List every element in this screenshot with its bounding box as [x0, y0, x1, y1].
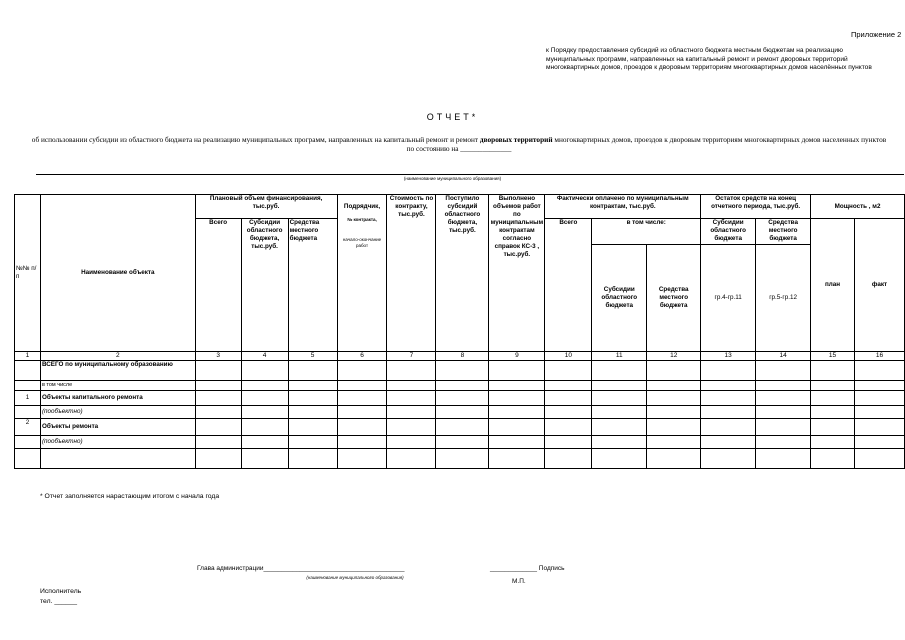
header-plan: Плановый объем финансирования, тыс.руб.: [195, 195, 337, 219]
header-paid-local: Средства местного бюджета: [647, 245, 701, 352]
municipality-line: [36, 174, 904, 175]
row2-num: 2: [15, 419, 41, 436]
col-number: 5: [288, 352, 337, 361]
municipality-note: (наименование муниципального образования): [403, 176, 502, 181]
table-row: [15, 419, 905, 436]
header-rest-local-formula: гр.5-гр.12: [756, 245, 811, 352]
col-number: 6: [337, 352, 387, 361]
header-contractor: [337, 195, 387, 352]
table-row: [15, 361, 905, 381]
col-number: 14: [756, 352, 811, 361]
row2-name: Объекты ремонта: [40, 419, 195, 436]
header-received: Поступило субсидий областного бюджета, тыс.руб.: [436, 195, 489, 352]
col-number: 13: [701, 352, 756, 361]
stamp-place: М.П.: [512, 578, 526, 585]
header-cost: Стоимость по контракту, тыс.руб.: [387, 195, 436, 352]
signature-line: _____________ Подпись: [490, 565, 565, 572]
contract-no-label: № контракта,: [347, 217, 377, 222]
col-number: 16: [855, 352, 905, 361]
table-row: [15, 436, 905, 449]
header-power-fact: факт: [855, 219, 905, 352]
row1-name: Объекты капитального ремонта: [40, 391, 195, 406]
table-row: [15, 391, 905, 406]
header-rest-subs-formula: гр.4-гр.11: [701, 245, 756, 352]
header-name: Наименование объекта: [40, 195, 195, 352]
report-subtitle: [30, 135, 888, 153]
header-power-plan: план: [811, 219, 855, 352]
col-number: 8: [436, 352, 489, 361]
header-plan-total: Всего: [195, 219, 241, 352]
col-number: 12: [647, 352, 701, 361]
header-rest-local: Средства местного бюджета: [756, 219, 811, 245]
header-paid-subs: Субсидии областного бюджета: [592, 245, 647, 352]
subtitle-part2: многоквартирных домов, проездов к дворовым территориям многоквартирных домов населенных пунктов по состоянию на ______________: [406, 135, 887, 153]
col-number: 11: [592, 352, 647, 361]
table-row: [15, 406, 905, 419]
executor-label: Исполнитель: [40, 588, 82, 595]
contract-dates-label: начало-окончание работ: [342, 237, 382, 248]
table-row: [15, 449, 905, 469]
col-number: 7: [387, 352, 436, 361]
row-total-label: ВСЕГО по муниципальному образованию: [40, 361, 195, 381]
col-number: 15: [811, 352, 855, 361]
report-title: ОТЧЕТ*: [426, 112, 479, 122]
contractor-label: Подрядчик,: [343, 203, 381, 210]
col-number: 10: [545, 352, 592, 361]
header-paid-total: Всего: [545, 219, 592, 352]
col-number: 2: [40, 352, 195, 361]
header-rest: Остаток средств на конец отчетного периода, тыс.руб.: [701, 195, 811, 219]
column-number-row: [15, 352, 905, 361]
col-number: 1: [15, 352, 41, 361]
header-num: №№ п/п: [15, 195, 41, 352]
col-number: 9: [489, 352, 545, 361]
col-number: 4: [241, 352, 288, 361]
head-signature-note: (наименование муниципального образования): [306, 575, 404, 580]
header-paid: Фактически оплачено по муниципальным контрактам, тыс.руб.: [545, 195, 701, 219]
appendix-text: к Порядку предоставления субсидий из областного бюджета местным бюджетам на реализацию муниципальных программ, направленных на капитальный ремонт и ремонт дворовых территорий многоквартирных домов, проездов к дворовым территориям многоквартирных домов населённых пунктов: [546, 47, 872, 72]
row-incl-label: в том числе: [40, 381, 195, 391]
row1-num: 1: [15, 391, 41, 406]
header-plan-subs: Субсидии областного бюджета, тыс.руб.: [241, 219, 288, 352]
row2-sub: (пообъектно): [40, 436, 195, 449]
header-plan-local: Средства местного бюджета: [288, 219, 337, 352]
executor-block: [40, 587, 81, 607]
report-table: [14, 194, 905, 469]
header-power: Мощность , м2: [811, 195, 905, 219]
header-paid-incl: в том числе:: [592, 219, 701, 245]
appendix-title: Приложение 2: [851, 30, 902, 39]
subtitle-part1: об использовании субсидии из областного бюджета на реализацию муниципальных программ, направленных на капитальный ремонт и ремонт: [31, 135, 479, 144]
head-signature-line: Глава администрации_______________________________________: [197, 565, 405, 572]
header-rest-subs: Субсидии областного бюджета: [701, 219, 756, 245]
subtitle-bold: дворовых территорий: [479, 135, 553, 144]
header-done: Выполнено объемов работ по муниципальным контрактам согласно справок КС-3 , тыс.руб.: [489, 195, 545, 352]
row1-sub: (пообъектно): [40, 406, 195, 419]
phone-label: тел. ______: [40, 598, 78, 605]
col-number: 3: [195, 352, 241, 361]
table-row: [15, 381, 905, 391]
footnote: * Отчет заполняется нарастающим итогом с начала года: [40, 493, 220, 500]
